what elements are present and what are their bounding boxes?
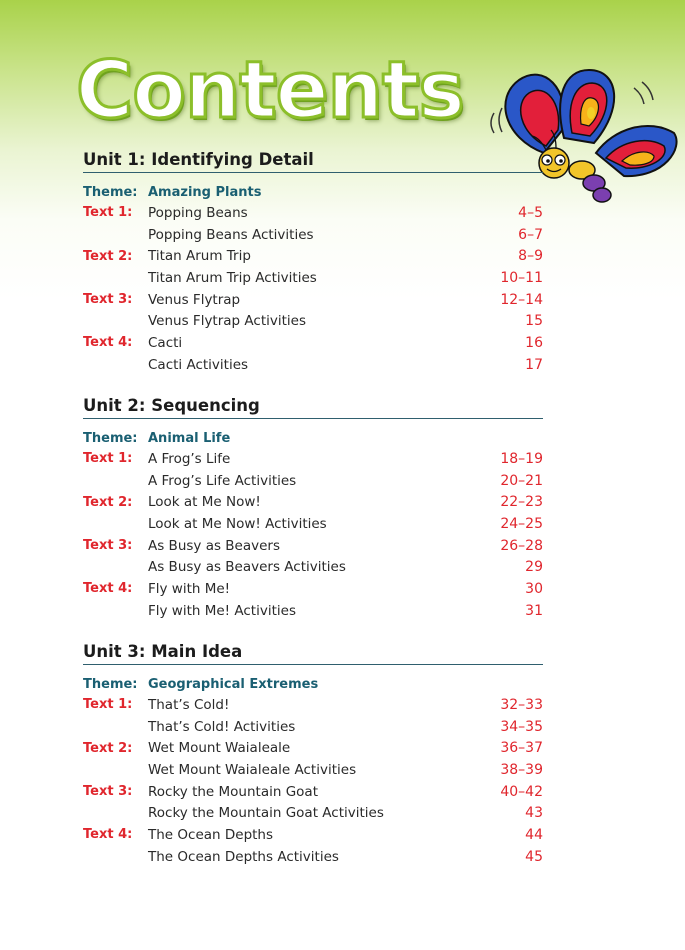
entry-title: Popping Beans Activities: [148, 226, 314, 243]
text-number: Text 4:: [83, 335, 133, 351]
page-range: 8–9: [518, 248, 543, 265]
text-number: Text 2:: [83, 494, 133, 510]
unit-title: Unit 2: Sequencing: [83, 396, 543, 419]
entry-title: Titan Arum Trip Activities: [148, 269, 317, 286]
unit-2-section: [83, 396, 543, 622]
theme-label: Theme:: [83, 676, 138, 692]
text-number: Text 2:: [83, 740, 133, 756]
theme-row: [83, 428, 543, 448]
toc-entry[interactable]: [83, 310, 543, 332]
entry-title: Wet Mount Waialeale Activities: [148, 761, 357, 778]
entry-title: Fly with Me! Activities: [148, 602, 296, 619]
entry-title: A Frog’s Life: [148, 450, 231, 467]
text-number: Text 1:: [83, 451, 133, 467]
page-range: 16: [525, 334, 543, 351]
page-range: 18–19: [500, 450, 543, 467]
unit-3-section: [83, 642, 543, 868]
toc-entry[interactable]: [83, 694, 543, 716]
entry-title: Venus Flytrap: [148, 291, 241, 308]
entry-title: Rocky the Mountain Goat Activities: [148, 805, 384, 822]
theme-label: Theme:: [83, 184, 138, 200]
entry-title: A Frog’s Life Activities: [148, 472, 297, 489]
toc-entry[interactable]: [83, 781, 543, 803]
page-range: 12–14: [500, 291, 543, 308]
toc-entry[interactable]: [83, 716, 543, 738]
page-range: 31: [525, 602, 543, 619]
theme-name: Amazing Plants: [148, 184, 262, 200]
toc-entry[interactable]: [83, 824, 543, 846]
text-number: Text 3:: [83, 292, 133, 308]
entry-title: Look at Me Now!: [148, 494, 261, 511]
theme-label: Theme:: [83, 430, 138, 446]
entry-title: As Busy as Beavers Activities: [148, 559, 346, 576]
toc-entry[interactable]: [83, 600, 543, 622]
page-range: 4–5: [518, 204, 543, 221]
page-range: 10–11: [500, 269, 543, 286]
toc-entry[interactable]: [83, 202, 543, 224]
page-range: 32–33: [500, 696, 543, 713]
page-range: 30: [525, 580, 543, 597]
page-range: 34–35: [500, 718, 543, 735]
toc-entry[interactable]: [83, 737, 543, 759]
page-range: 44: [525, 826, 543, 843]
unit-title: Unit 3: Main Idea: [83, 642, 543, 665]
unit-1-section: [83, 150, 543, 376]
page-range: 15: [525, 313, 543, 330]
entry-title: Venus Flytrap Activities: [148, 313, 306, 330]
toc-entry[interactable]: [83, 354, 543, 376]
text-number: Text 1:: [83, 205, 133, 221]
page-range: 43: [525, 805, 543, 822]
text-number: Text 4:: [83, 827, 133, 843]
entry-title: The Ocean Depths Activities: [148, 848, 339, 865]
page-range: 26–28: [500, 537, 543, 554]
toc-entry[interactable]: [83, 448, 543, 470]
toc-entry[interactable]: [83, 267, 543, 289]
entry-title: Look at Me Now! Activities: [148, 515, 327, 532]
entry-title: As Busy as Beavers: [148, 537, 281, 554]
toc-entry[interactable]: [83, 513, 543, 535]
theme-name: Geographical Extremes: [148, 676, 319, 692]
page-range: 6–7: [518, 226, 543, 243]
entry-title: The Ocean Depths: [148, 826, 274, 843]
page-range: 17: [525, 356, 543, 373]
toc-entry[interactable]: [83, 578, 543, 600]
page-range: 20–21: [500, 472, 543, 489]
page-range: 29: [525, 559, 543, 576]
unit-title: Unit 1: Identifying Detail: [83, 150, 543, 173]
page-range: 38–39: [500, 761, 543, 778]
toc-entry[interactable]: [83, 759, 543, 781]
entry-title: Cacti Activities: [148, 356, 249, 373]
page-title: Contents: [76, 46, 464, 136]
theme-name: Animal Life: [148, 430, 231, 446]
text-number: Text 1:: [83, 697, 133, 713]
theme-row: [83, 182, 543, 202]
toc-entry[interactable]: [83, 846, 543, 868]
entry-title: That’s Cold!: [148, 696, 230, 713]
text-number: Text 3:: [83, 784, 133, 800]
entry-title: Cacti: [148, 334, 183, 351]
entry-title: Titan Arum Trip: [148, 248, 251, 265]
page-range: 45: [525, 848, 543, 865]
toc-entry[interactable]: [83, 289, 543, 311]
page-range: 24–25: [500, 515, 543, 532]
entry-title: Popping Beans: [148, 204, 248, 221]
page-range: 40–42: [500, 783, 543, 800]
theme-row: [83, 674, 543, 694]
text-number: Text 4:: [83, 581, 133, 597]
page-range: 36–37: [500, 740, 543, 757]
page-range: 22–23: [500, 494, 543, 511]
toc-entry[interactable]: [83, 470, 543, 492]
entry-title: That’s Cold! Activities: [148, 718, 296, 735]
toc-entry[interactable]: [83, 245, 543, 267]
entry-title: Wet Mount Waialeale: [148, 740, 291, 757]
toc-entry[interactable]: [83, 556, 543, 578]
toc-entry[interactable]: [83, 332, 543, 354]
toc-entry[interactable]: [83, 535, 543, 557]
text-number: Text 2:: [83, 248, 133, 264]
toc-entry[interactable]: [83, 224, 543, 246]
entry-title: Fly with Me!: [148, 580, 231, 597]
toc-entry[interactable]: [83, 802, 543, 824]
text-number: Text 3:: [83, 538, 133, 554]
toc-entry[interactable]: [83, 491, 543, 513]
entry-title: Rocky the Mountain Goat: [148, 783, 318, 800]
